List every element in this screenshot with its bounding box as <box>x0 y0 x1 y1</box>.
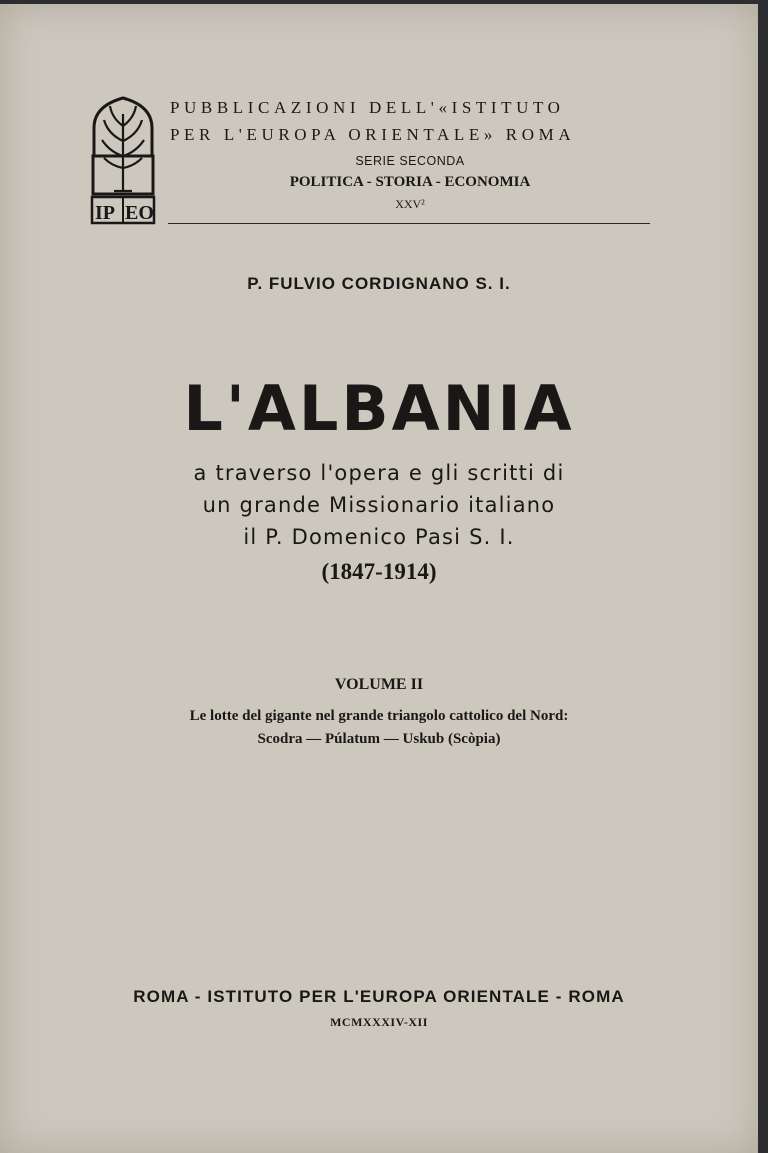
publisher-imprint: ROMA - ISTITUTO PER L'EUROPA ORIENTALE - ROMA <box>133 987 625 1006</box>
title-page <box>0 4 758 1153</box>
publisher-series-line1: PUBBLICAZIONI DELL'«ISTITUTO <box>170 98 565 117</box>
publisher-series-line2: PER L'EUROPA ORIENTALE» ROMA <box>170 125 576 144</box>
publication-year: MCMXXXIV-XII <box>330 1015 428 1029</box>
book-title: L'ALBANIA <box>183 372 575 445</box>
subtitle-line3: il P. Domenico Pasi S. I. <box>243 525 515 549</box>
subtitle-years: (1847-1914) <box>321 559 437 584</box>
series-topics: POLITICA - STORIA - ECONOMIA <box>289 174 531 190</box>
subtitle-line1: a traverso l'opera e gli scritti di <box>193 461 565 485</box>
series-number: XXV² <box>395 197 425 211</box>
series-label: SERIE SECONDA <box>355 154 465 168</box>
emblem-text-eo: EO <box>125 202 154 224</box>
volume-content-line2: Scodra — Púlatum — Uskub (Scòpia) <box>257 731 501 747</box>
emblem-text-ip: IP <box>95 202 115 224</box>
subtitle-line2: un grande Missionario italiano <box>202 493 556 517</box>
volume-label: VOLUME II <box>334 676 424 693</box>
publisher-emblem-icon <box>90 96 156 226</box>
header-divider <box>168 223 650 224</box>
author-name: P. FULVIO CORDIGNANO S. I. <box>247 274 511 293</box>
volume-content-line1: Le lotte del gigante nel grande triangolo cattolico del Nord: <box>189 708 569 724</box>
